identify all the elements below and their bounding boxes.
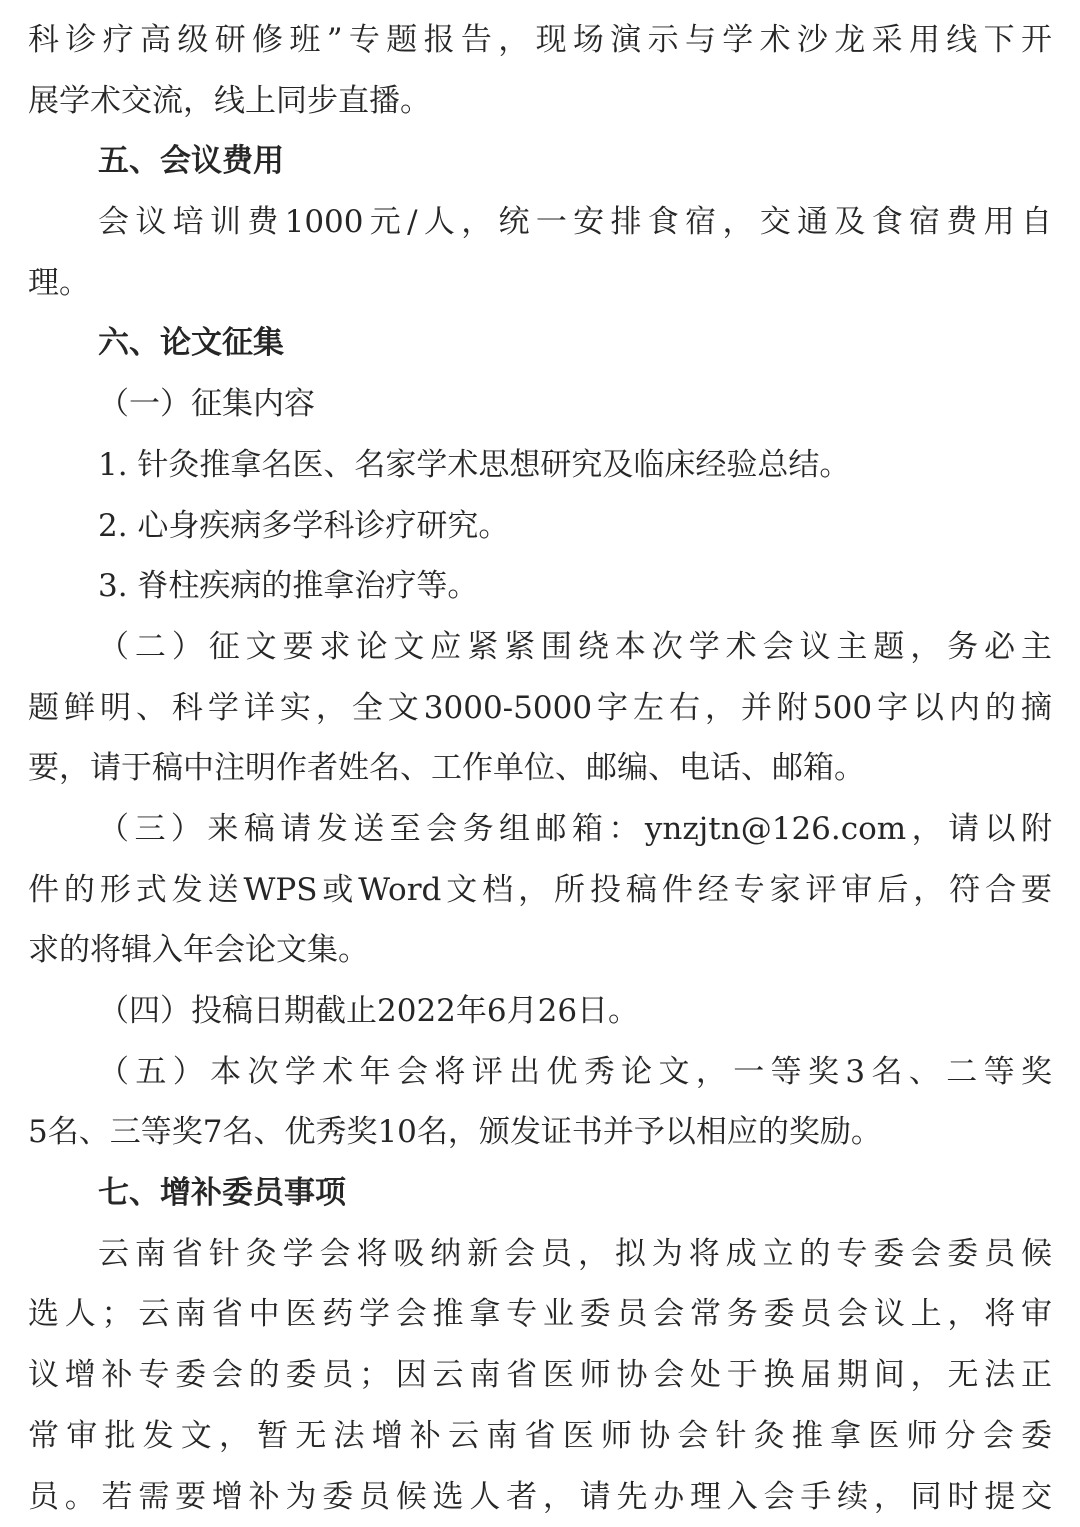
paragraph-line: （三）来稿请发送至会务组邮箱：ynzjtn@126.com，请以附	[28, 799, 1052, 860]
subheading: （一）征集内容	[28, 374, 1052, 435]
list-item: 1. 针灸推拿名医、名家学术思想研究及临床经验总结。	[28, 435, 1052, 496]
section-heading-fees: 五、会议费用	[28, 131, 1052, 192]
paragraph-line: 会议培训费1000元/人，统一安排食宿，交通及食宿费用自	[28, 192, 1052, 253]
list-item: 3. 脊柱疾病的推拿治疗等。	[28, 556, 1052, 617]
paragraph-line: 求的将辑入年会论文集。	[28, 920, 1052, 981]
paragraph-line: 展学术交流，线上同步直播。	[28, 71, 1052, 132]
section-heading-members: 七、增补委员事项	[28, 1163, 1052, 1224]
paragraph-line: 议增补专委会的委员；因云南省医师协会处于换届期间，无法正	[28, 1345, 1052, 1406]
paragraph-line: 理。	[28, 253, 1052, 314]
paragraph-line: （五）本次学术年会将评出优秀论文，一等奖3名、二等奖	[28, 1042, 1052, 1103]
paragraph-line: 件的形式发送WPS或Word文档，所投稿件经专家评审后，符合要	[28, 860, 1052, 921]
paragraph-line: 选人；云南省中医药学会推拿专业委员会常务委员会议上，将审	[28, 1284, 1052, 1345]
paragraph-line: （四）投稿日期截止2022年6月26日。	[28, 981, 1052, 1042]
paragraph-line: （二）征文要求论文应紧紧围绕本次学术会议主题，务必主	[28, 617, 1052, 678]
section-heading-papers: 六、论文征集	[28, 313, 1052, 374]
paragraph-line: 要，请于稿中注明作者姓名、工作单位、邮编、电话、邮箱。	[28, 738, 1052, 799]
paragraph-line: 科诊疗高级研修班”专题报告，现场演示与学术沙龙采用线下开	[28, 10, 1052, 71]
document-body	[28, 10, 1052, 1527]
paragraph-line: 常审批发文，暂无法增补云南省医师协会针灸推拿医师分会委	[28, 1406, 1052, 1467]
paragraph-line: 5名、三等奖7名、优秀奖10名，颁发证书并予以相应的奖励。	[28, 1102, 1052, 1163]
paragraph-line: 题鲜明、科学详实，全文3000-5000字左右，并附500字以内的摘	[28, 678, 1052, 739]
paragraph-line: 云南省针灸学会将吸纳新会员，拟为将成立的专委会委员候	[28, 1224, 1052, 1285]
list-item: 2. 心身疾病多学科诊疗研究。	[28, 496, 1052, 557]
paragraph-line: 员。若需要增补为委员候选人者，请先办理入会手续，同时提交	[28, 1467, 1052, 1527]
